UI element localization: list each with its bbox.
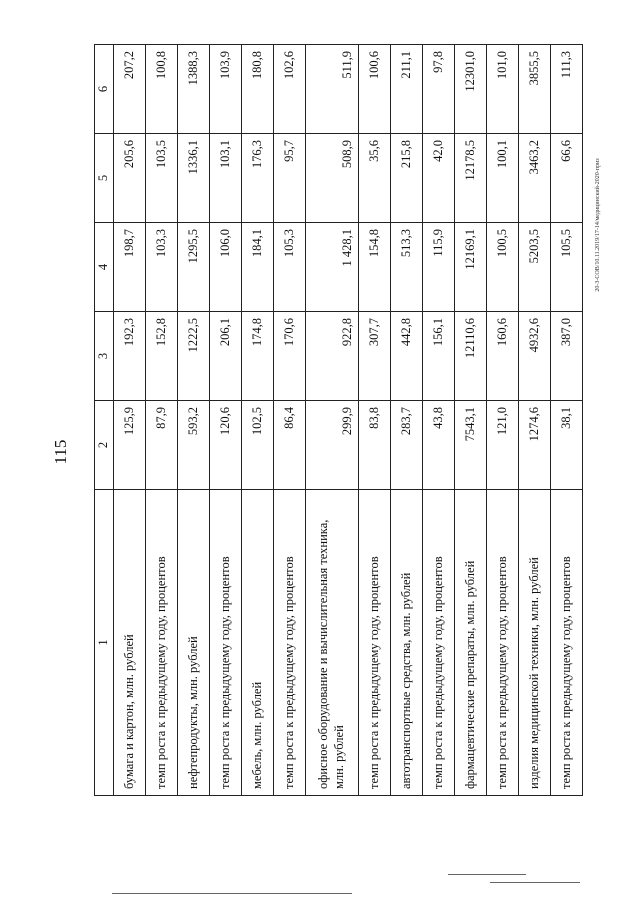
row-label: темп роста к предыдущему году, процентов	[210, 490, 242, 796]
table-cell: 1274,6	[519, 401, 551, 490]
table-cell: 100,5	[487, 223, 519, 312]
table-cell: 160,6	[487, 312, 519, 401]
page-number: 115	[51, 439, 70, 465]
table-cell: 156,1	[423, 312, 455, 401]
table-container	[94, 44, 573, 796]
table-cell: 192,3	[114, 312, 146, 401]
table-cell: 3463,2	[519, 134, 551, 223]
document-footer-id: 20-3-СОВ/10.11.2019/17-14/медицинский-2020-приз	[595, 158, 601, 292]
signature-line	[490, 882, 580, 883]
table-cell: 4932,6	[519, 312, 551, 401]
row-label: темп роста к предыдущему году, процентов	[359, 490, 391, 796]
table-cell: 1222,5	[178, 312, 210, 401]
column-header: 4	[95, 223, 114, 312]
table-cell: 102,6	[274, 45, 306, 134]
column-header: 5	[95, 134, 114, 223]
table-cell: 207,2	[114, 45, 146, 134]
table-cell: 35,6	[359, 134, 391, 223]
table-cell: 307,7	[359, 312, 391, 401]
table-cell: 100,8	[146, 45, 178, 134]
table-cell: 299,9	[306, 401, 359, 490]
table-cell: 102,5	[242, 401, 274, 490]
table-cell: 105,3	[274, 223, 306, 312]
table-cell: 103,9	[210, 45, 242, 134]
table-row	[178, 45, 210, 796]
table-cell: 7543,1	[455, 401, 487, 490]
table-cell: 87,9	[146, 401, 178, 490]
table-cell: 103,5	[146, 134, 178, 223]
table-cell: 12110,6	[455, 312, 487, 401]
table-cell: 206,1	[210, 312, 242, 401]
table-row	[114, 45, 146, 796]
table-cell: 154,8	[359, 223, 391, 312]
table-row	[391, 45, 423, 796]
table-cell: 1388,3	[178, 45, 210, 134]
table-row	[210, 45, 242, 796]
row-label: изделия медицинской техники, млн. рублей	[519, 490, 551, 796]
table-cell: 511,9	[306, 45, 359, 134]
row-label: фармацевтические препараты, млн. рублей	[455, 490, 487, 796]
table-cell: 125,9	[114, 401, 146, 490]
table-cell: 3855,5	[519, 45, 551, 134]
row-label: бумага и картон, млн. рублей	[114, 490, 146, 796]
column-header: 6	[95, 45, 114, 134]
table-cell: 101,0	[487, 45, 519, 134]
table-cell: 105,5	[551, 223, 583, 312]
signature-line	[112, 893, 352, 894]
table-row	[487, 45, 519, 796]
table-row	[519, 45, 551, 796]
row-label: темп роста к предыдущему году, процентов	[274, 490, 306, 796]
table-cell: 1 428,1	[306, 223, 359, 312]
table-cell: 83,8	[359, 401, 391, 490]
table-cell: 205,6	[114, 134, 146, 223]
rotated-table-frame	[94, 44, 573, 796]
table-cell: 184,1	[242, 223, 274, 312]
table-row	[274, 45, 306, 796]
table-cell: 387,0	[551, 312, 583, 401]
table-cell: 180,8	[242, 45, 274, 134]
table-row	[423, 45, 455, 796]
table-cell: 38,1	[551, 401, 583, 490]
table-cell: 211,1	[391, 45, 423, 134]
column-header: 3	[95, 312, 114, 401]
table-cell: 1295,5	[178, 223, 210, 312]
row-label: нефтепродукты, млн. рублей	[178, 490, 210, 796]
table-cell: 100,6	[359, 45, 391, 134]
row-label: офисное оборудование и вычислительная техника, млн. рублей	[306, 490, 359, 796]
table-cell: 170,6	[274, 312, 306, 401]
table-cell: 283,7	[391, 401, 423, 490]
table-cell: 120,6	[210, 401, 242, 490]
table-cell: 152,8	[146, 312, 178, 401]
table-cell: 174,8	[242, 312, 274, 401]
table-cell: 66,6	[551, 134, 583, 223]
table-row	[359, 45, 391, 796]
row-label: мебель, млн. рублей	[242, 490, 274, 796]
table-header-row	[95, 45, 114, 796]
column-header: 2	[95, 401, 114, 490]
table-cell: 1336,1	[178, 134, 210, 223]
table-cell: 97,8	[423, 45, 455, 134]
table-row	[242, 45, 274, 796]
column-header: 1	[95, 490, 114, 796]
table-cell: 12301,0	[455, 45, 487, 134]
signature-line	[448, 874, 526, 875]
table-row	[146, 45, 178, 796]
table-cell: 12178,5	[455, 134, 487, 223]
table-cell: 42,0	[423, 134, 455, 223]
table-cell: 121,0	[487, 401, 519, 490]
row-label: темп роста к предыдущему году, процентов	[487, 490, 519, 796]
table-cell: 95,7	[274, 134, 306, 223]
table-cell: 106,0	[210, 223, 242, 312]
table-cell: 198,7	[114, 223, 146, 312]
table-cell: 922,8	[306, 312, 359, 401]
table-cell: 103,3	[146, 223, 178, 312]
row-label: темп роста к предыдущему году, процентов	[551, 490, 583, 796]
row-label: темп роста к предыдущему году, процентов	[146, 490, 178, 796]
table-cell: 100,1	[487, 134, 519, 223]
table-cell: 103,1	[210, 134, 242, 223]
table-row	[306, 45, 359, 796]
table-cell: 513,3	[391, 223, 423, 312]
table-row	[455, 45, 487, 796]
row-label: темп роста к предыдущему году, процентов	[423, 490, 455, 796]
data-table	[94, 44, 583, 796]
table-cell: 215,8	[391, 134, 423, 223]
table-cell: 442,8	[391, 312, 423, 401]
table-cell: 5203,5	[519, 223, 551, 312]
table-cell: 86,4	[274, 401, 306, 490]
table-cell: 111,3	[551, 45, 583, 134]
table-row	[551, 45, 583, 796]
table-cell: 115,9	[423, 223, 455, 312]
table-cell: 593,2	[178, 401, 210, 490]
table-cell: 12169,1	[455, 223, 487, 312]
table-cell: 508,9	[306, 134, 359, 223]
table-cell: 176,3	[242, 134, 274, 223]
table-cell: 43,8	[423, 401, 455, 490]
row-label: автотранспортные средства, млн. рублей	[391, 490, 423, 796]
